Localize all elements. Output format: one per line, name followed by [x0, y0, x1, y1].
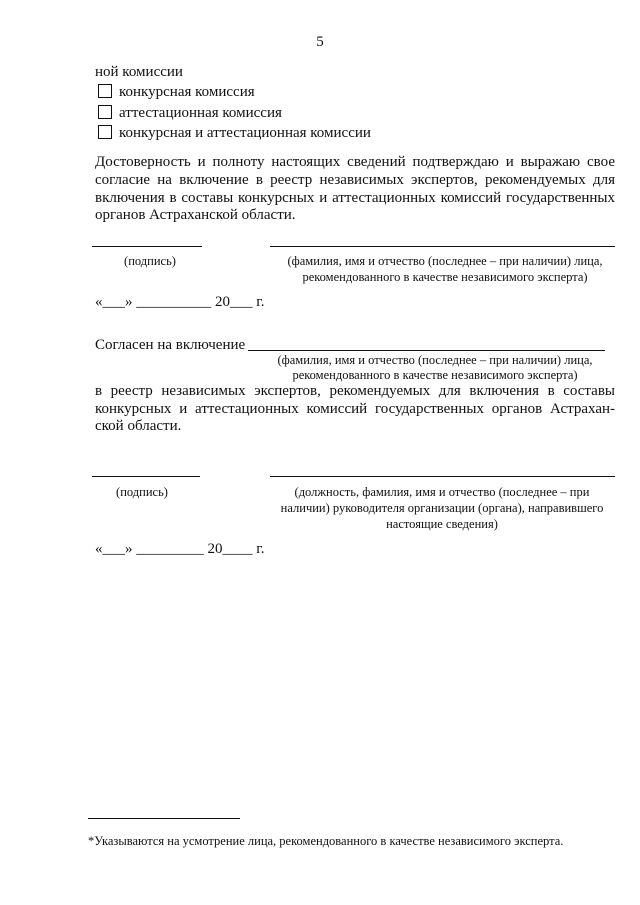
signature-line — [92, 246, 202, 247]
checkbox-label: конкурсная и аттестационная комиссии — [119, 125, 371, 141]
page-number: 5 — [316, 34, 324, 50]
agree-name-line — [248, 350, 605, 351]
name-caption-line-1: (фамилия, имя и отчество (последнее – при наличии) лица, — [287, 254, 603, 268]
date-field[interactable]: «___» _________ 20____ г. — [95, 541, 265, 557]
date-field[interactable]: «___» __________ 20___ г. — [95, 294, 265, 310]
checkbox-label: конкурсная комиссия — [119, 84, 255, 100]
agree-line-2: конкурсных и аттестационных комиссий государственных органов Астрахан- — [95, 401, 615, 417]
official-caption-line-2: наличии) руководителя организации (органа), направившего — [280, 501, 604, 515]
official-name-line — [270, 476, 615, 477]
footnote-separator — [88, 818, 240, 819]
agree-caption-line-2: рекомендованного в качестве независимого эксперта) — [292, 368, 578, 382]
confirm-line-3: включения в составы конкурсных и аттестационных комиссий государственных — [95, 190, 615, 206]
official-caption-line-3: настоящие сведения) — [386, 517, 498, 531]
signature-line — [92, 476, 200, 477]
signature-caption: (подпись) — [116, 485, 168, 499]
checkbox[interactable] — [98, 125, 112, 139]
signature-caption: (подпись) — [124, 254, 176, 268]
confirm-line-4: органов Астраханской области. — [95, 207, 296, 223]
official-caption-line-1: (должность, фамилия, имя и отчество (последнее – при — [294, 485, 590, 499]
agree-label: Согласен на включение — [95, 337, 246, 353]
checkbox[interactable] — [98, 84, 112, 98]
confirm-line-1: Достоверность и полноту настоящих сведений подтверждаю и выражаю свое — [95, 154, 615, 170]
checkbox-row-both[interactable] — [98, 124, 371, 142]
name-line — [270, 246, 615, 247]
checkbox[interactable] — [98, 105, 112, 119]
checkbox-row-competition[interactable] — [98, 83, 255, 101]
checkbox-label: аттестационная комиссия — [119, 105, 282, 121]
text-fragment: ной комиссии — [95, 64, 183, 80]
agree-line-1: в реестр независимых экспертов, рекомендуемых для включения в составы — [95, 383, 615, 399]
checkbox-row-attestation[interactable] — [98, 104, 282, 122]
confirm-line-2: согласие на включение в реестр независимых экспертов, рекомендуемых для — [95, 172, 615, 188]
agree-line-3: ской области. — [95, 418, 182, 434]
footnote: *Указываются на усмотрение лица, рекомендованного в качестве независимого эксперта. — [88, 834, 564, 848]
name-caption-line-2: рекомендованного в качестве независимого эксперта) — [302, 270, 588, 284]
agree-caption-line-1: (фамилия, имя и отчество (последнее – при наличии) лица, — [277, 353, 593, 367]
